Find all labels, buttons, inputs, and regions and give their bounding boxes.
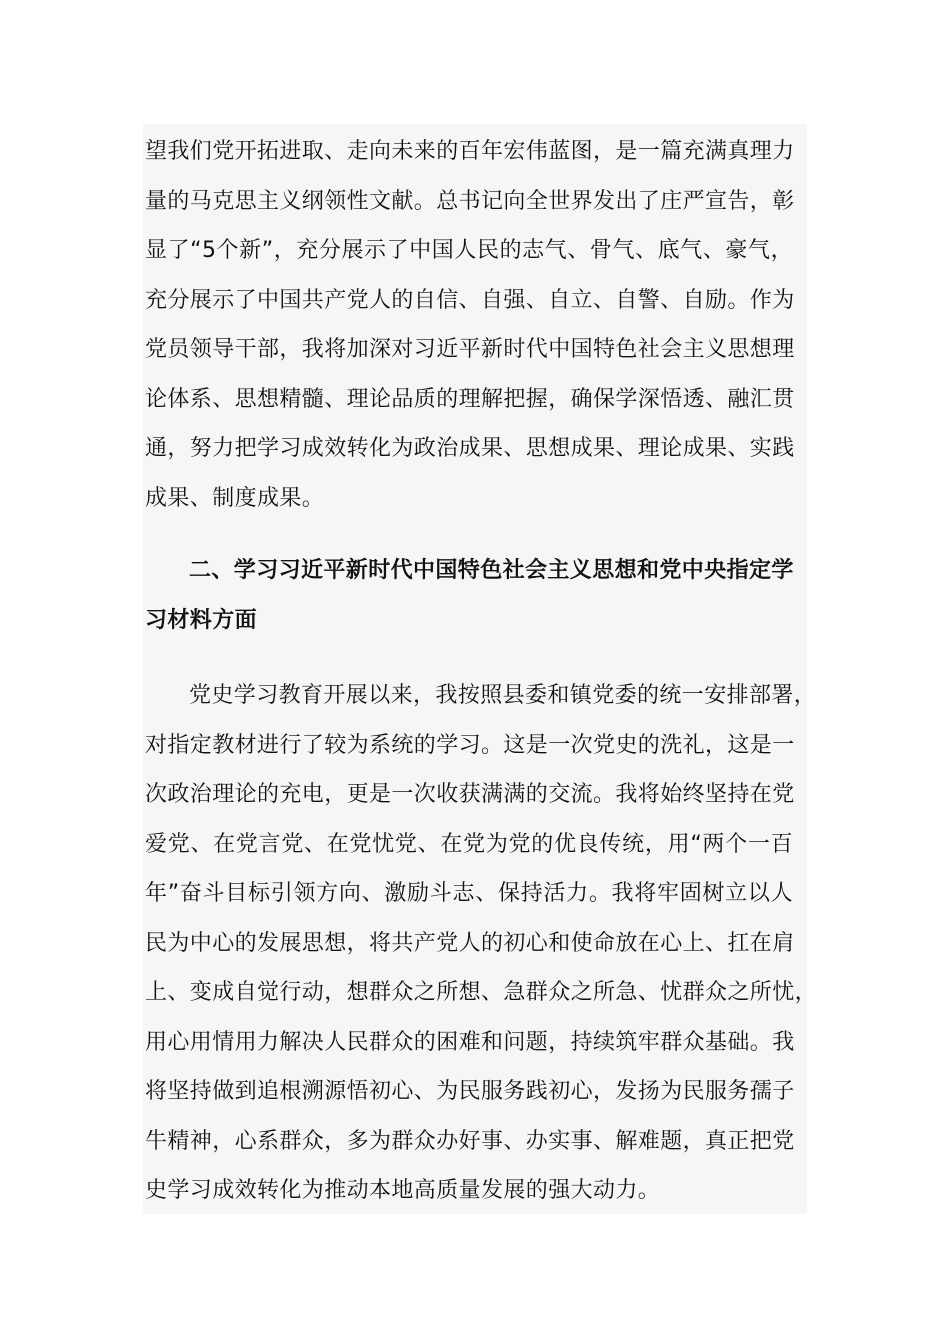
text-line: 显了“5个新”，充分展示了中国人民的志气、骨气、底气、豪气， (145, 238, 793, 263)
text-line: 将坚持做到追根溯源悟初心、为民服务践初心，发扬为民服务孺子 (145, 1079, 795, 1104)
text-line: 年”奋斗目标引领方向、激励斗志、保持活力。我将牢固树立以人 (145, 881, 793, 906)
text-line: 牛精神，心系群众，多为群众办好事、办实事、解难题，真正把党 (145, 1128, 795, 1154)
text-line: 党史学习教育开展以来，我按照县委和镇党委的统一安排部署， (189, 683, 817, 708)
heading-line: 二、学习习近平新时代中国特色社会主义思想和党中央指定学 (189, 558, 794, 583)
text-line: 对指定教材进行了较为系统的学习。这是一次党史的洗礼，这是一 (145, 732, 795, 758)
text-line: 次政治理论的充电，更是一次收获满满的交流。我将始终坚持在党 (145, 782, 795, 807)
text-line: 史学习成效转化为推动本地高质量发展的强大动力。 (145, 1178, 661, 1203)
text-line: 望我们党开拓进取、走向未来的百年宏伟蓝图，是一篇充满真理力 (145, 139, 795, 164)
text-line: 用心用情用力解决人民群众的困难和问题，持续筑牢群众基础。我 (145, 1029, 795, 1055)
text-line: 通，努力把学习成效转化为政治成果、思想成果、理论成果、实践 (145, 436, 795, 461)
paragraph-1 (145, 127, 793, 523)
heading-line: 习材料方面 (145, 607, 258, 633)
text-line: 量的马克思主义纲领性文献。总书记向全世界发出了庄严宣告，彰 (145, 188, 795, 214)
text-line: 民为中心的发展思想，将共产党人的初心和使命放在心上、扛在肩 (145, 930, 795, 956)
text-line: 成果、制度成果。 (145, 485, 325, 511)
text-line: 充分展示了中国共产党人的自信、自强、自立、自警、自励。作为 (145, 287, 795, 313)
text-line: 论体系、思想精髓、理论品质的理解把握，确保学深悟透、融汇贯 (145, 386, 795, 412)
text-line: 爱党、在党言党、在党忧党、在党为党的优良传统，用“两个一百 (145, 831, 793, 857)
paragraph-2 (145, 671, 818, 1216)
section-heading (145, 546, 793, 645)
text-line: 上、变成自觉行动，想群众之所想、急群众之所急、忧群众之所忧， (145, 980, 818, 1005)
text-line: 党员领导干部，我将加深对习近平新时代中国特色社会主义思想理 (145, 337, 795, 362)
